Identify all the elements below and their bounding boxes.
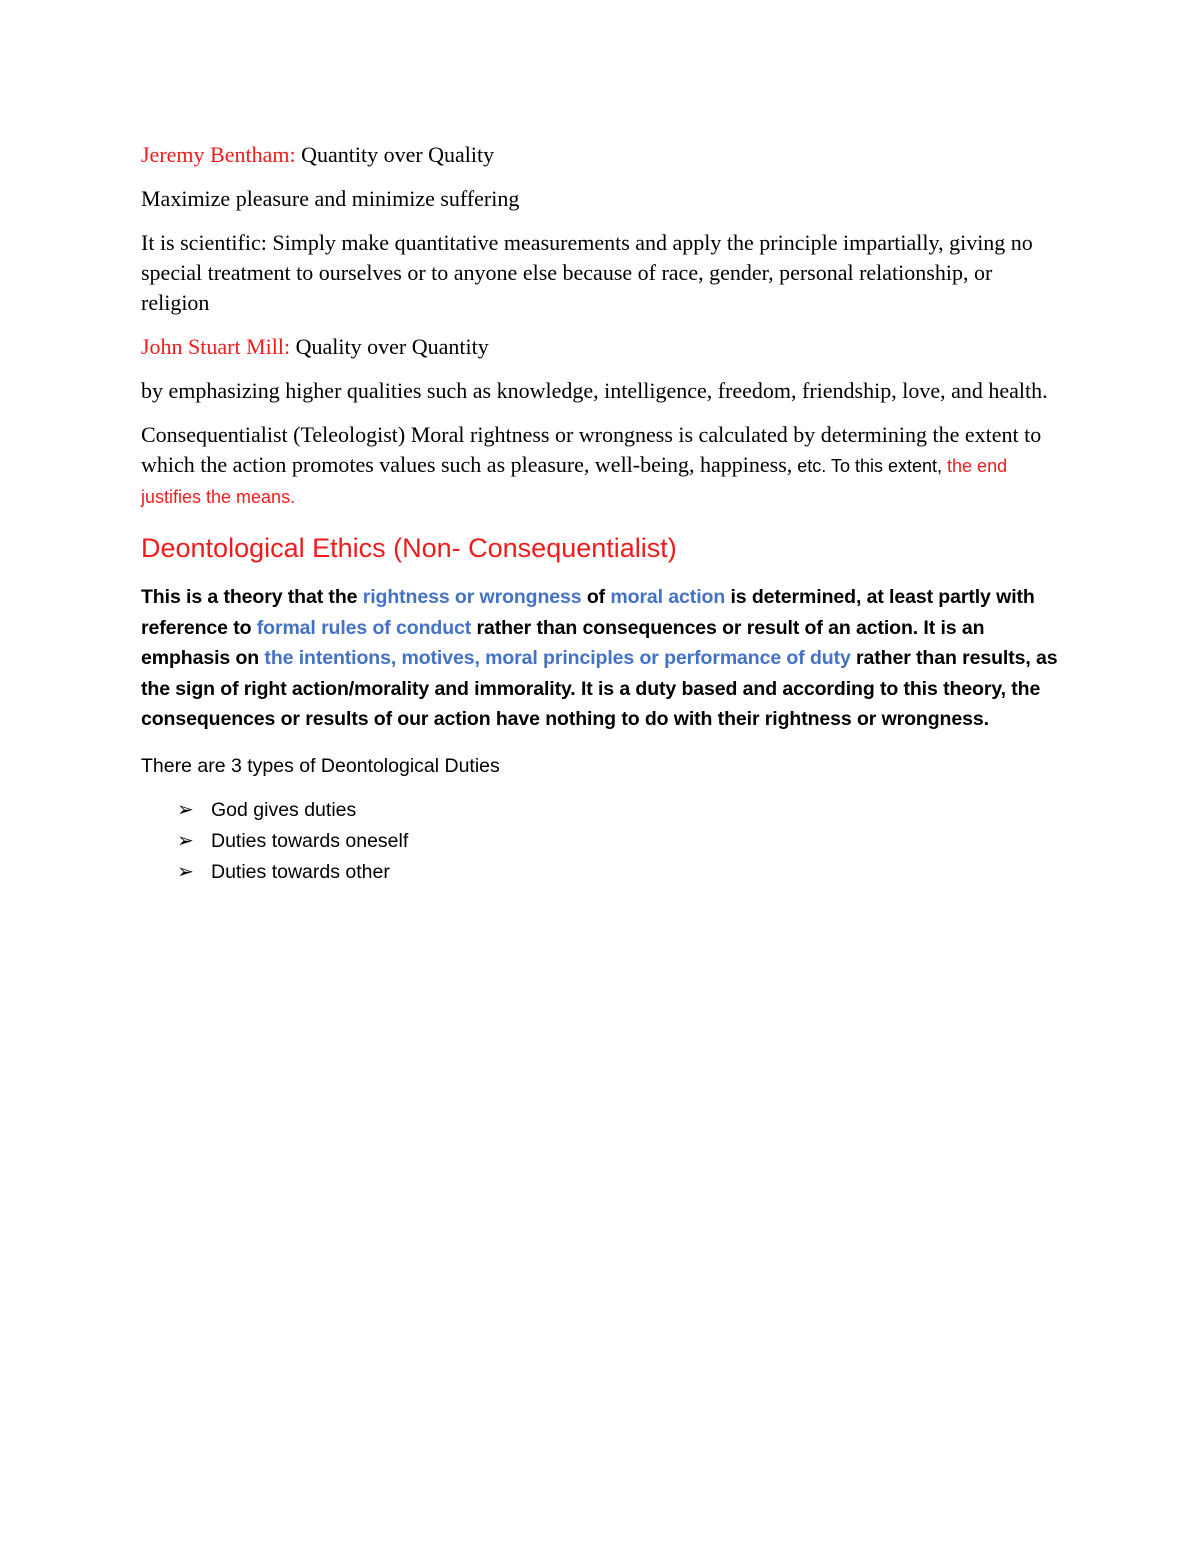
duties-list: [141, 795, 1061, 888]
duty-label: God gives duties: [211, 798, 357, 821]
mill-name: John Stuart Mill:: [141, 334, 291, 359]
duty-label: Duties towards oneself: [211, 829, 409, 852]
bentham-tagline: Quantity over Quality: [295, 142, 495, 167]
deontology-highlight-moral-action: moral action: [610, 586, 726, 608]
arrowhead-bullet-icon: ➢: [177, 798, 194, 821]
deontology-text-4: rather than consequences or result of an action. It is an emphasis on: [141, 616, 985, 670]
mill-tagline: Quality over Quantity: [290, 334, 489, 359]
deontology-text-5: rather than results, as the sign of right action/morality and immorality. It is a duty based and according to this theory, the consequences or results of our action have nothing to do with their rightness or wrongness.: [141, 647, 1058, 731]
list-item: [177, 826, 1061, 857]
list-item: [177, 857, 1061, 888]
deontology-highlight-intentions: the intentions, motives, moral principles or performance of duty: [264, 647, 851, 670]
bentham-title: [141, 140, 1061, 170]
end-justifies-means: the end justifies the means.: [141, 456, 1008, 507]
deontology-paragraph: [141, 582, 1061, 735]
consequentialist-text: Consequentialist (Teleologist) Moral rightness or wrongness is calculated by determining the extent to which the action promotes values such as pleasure, well-being, happiness,: [141, 422, 1042, 477]
bentham-name: Jeremy Bentham:: [141, 142, 296, 167]
mill-title: [141, 332, 1061, 362]
bentham-principle: Maximize pleasure and minimize suffering: [141, 186, 520, 211]
list-item: [177, 795, 1061, 826]
deontology-text-3: is determined, at least partly with reference to: [141, 586, 1035, 639]
deontology-highlight-formal-rules: formal rules of conduct: [256, 616, 472, 639]
deontology-text-1: This is a theory that the: [141, 586, 363, 608]
consequentialist-paragraph: [141, 420, 1061, 512]
duties-intro: There are 3 types of Deontological Duties: [141, 754, 500, 777]
document-body: [141, 140, 1061, 888]
arrowhead-bullet-icon: ➢: [177, 829, 194, 852]
mill-paragraph: by emphasizing higher qualities such as knowledge, intelligence, freedom, friendship, love, and health.: [141, 378, 1048, 403]
deontology-heading: Deontological Ethics (Non- Consequentialist): [141, 533, 677, 563]
deontology-text-2: of: [581, 586, 611, 608]
consequentialist-extent: etc. To this extent,: [792, 456, 948, 476]
deontology-highlight-rightness: rightness or wrongness: [362, 586, 582, 608]
bentham-paragraph: It is scientific: Simply make quantitative measurements and apply the principle impartially, giving no special treatment to ourselves or to anyone else because of race, gender, personal relationship, or religion: [141, 230, 1033, 315]
duty-label: Duties towards other: [211, 860, 390, 883]
arrowhead-bullet-icon: ➢: [177, 860, 194, 883]
